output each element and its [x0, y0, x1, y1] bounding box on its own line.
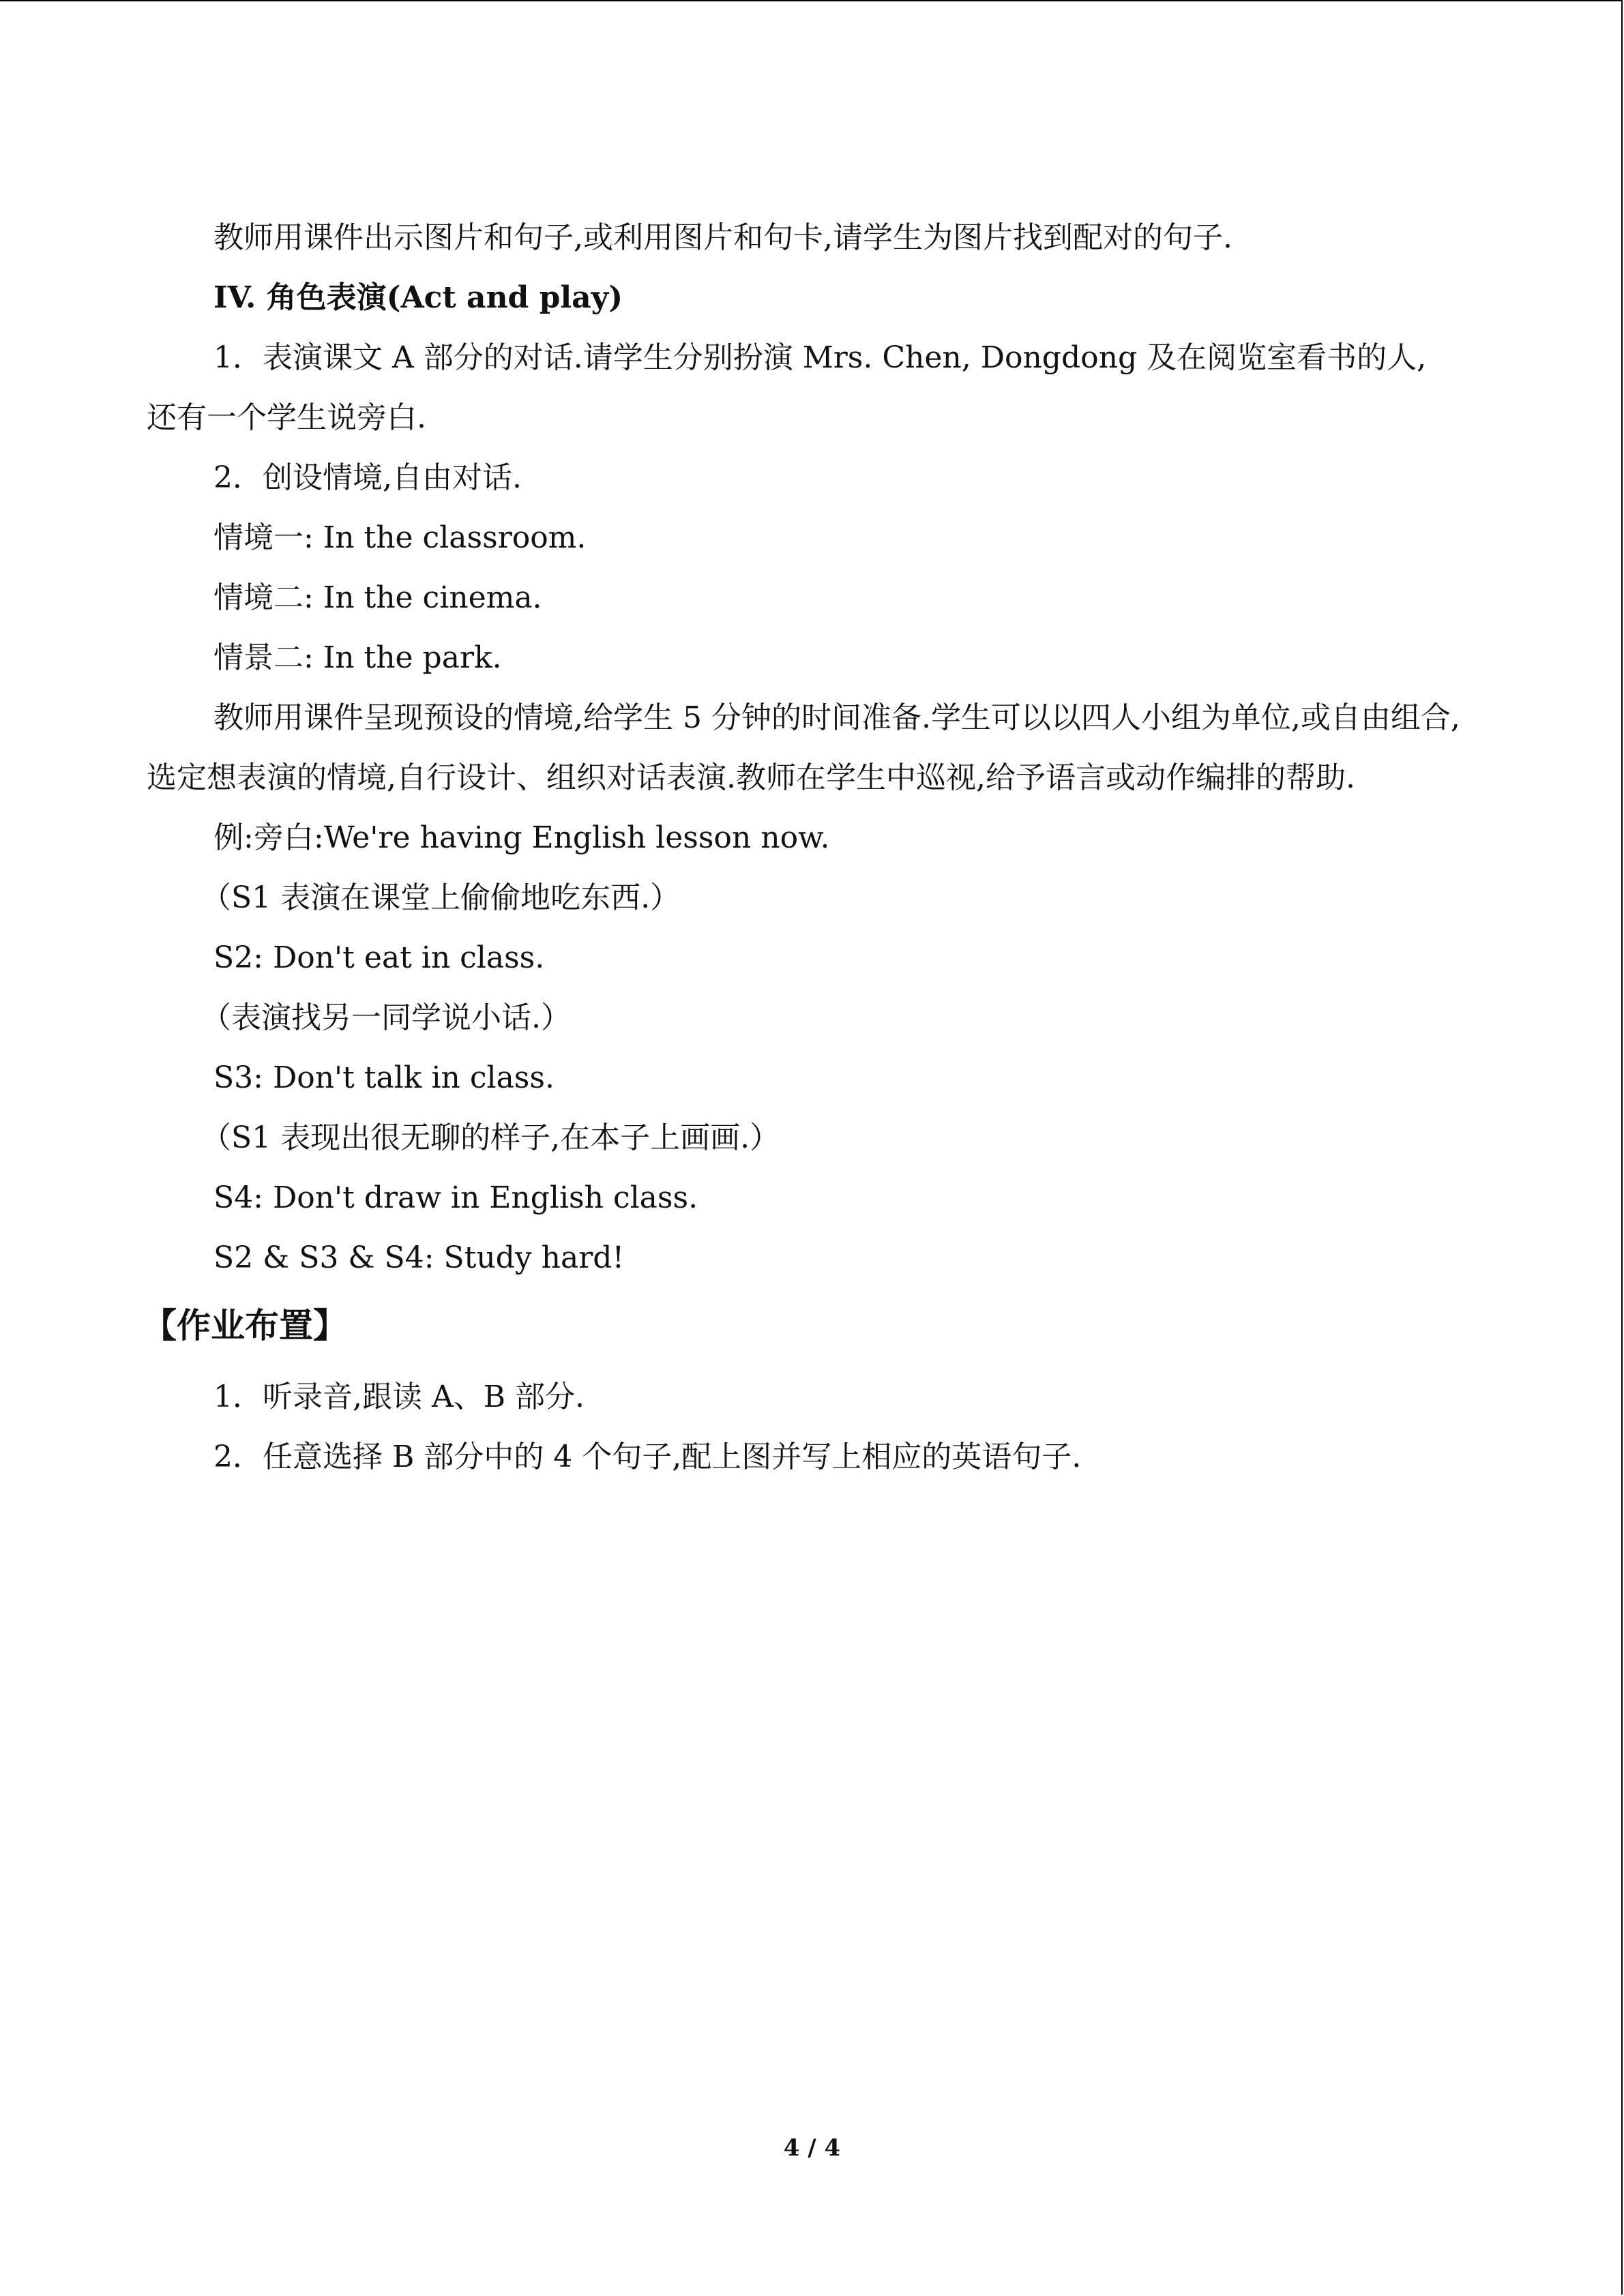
homework-item-1: 1．听录音,跟读 A、B 部分.: [213, 1380, 585, 1414]
paragraph-courseware-intro: 教师用课件出示图片和句子,或利用图片和句卡,请学生为图片找到配对的句子.: [213, 220, 1232, 255]
dialogue-s2: S2: Don't eat in class.: [213, 940, 545, 975]
dialogue-all: S2 & S3 & S4: Study hard!: [213, 1240, 625, 1275]
paragraph-perform-dialogue-cont: 还有一个学生说旁白.: [147, 400, 426, 435]
situation-park: 情景二: In the park.: [213, 640, 502, 675]
dialogue-s4: S4: Don't draw in English class.: [213, 1180, 698, 1215]
document-body: [143, 208, 1483, 1487]
paragraph-perform-dialogue: 1．表演课文 A 部分的对话.请学生分别扮演 Mrs. Chen, Dongdong 及在阅览室看书的人,: [213, 340, 1427, 375]
stage-direction-drawing: （S1 表现出很无聊的样子,在本子上画画.）: [201, 1120, 780, 1155]
homework-item-2: 2．任意选择 B 部分中的 4 个句子,配上图并写上相应的英语句子.: [213, 1440, 1082, 1474]
example-narration: 例:旁白:We're having English lesson now.: [213, 820, 830, 855]
homework-heading: 【作业布置】: [143, 1306, 347, 1345]
section-title-act-and-play: IV. 角色表演(Act and play): [213, 280, 623, 315]
situation-classroom: 情境一: In the classroom.: [213, 520, 587, 555]
dialogue-s3: S3: Don't talk in class.: [213, 1060, 555, 1095]
stage-direction-talking: （表演找另一同学说小话.）: [201, 1000, 571, 1035]
paragraph-create-situation: 2．创设情境,自由对话.: [213, 460, 522, 495]
stage-direction-eating: （S1 表演在课堂上偷偷地吃东西.）: [201, 880, 681, 915]
page-number: 4 / 4: [783, 2134, 841, 2162]
situation-cinema: 情境二: In the cinema．: [213, 580, 563, 615]
paragraph-preparation: 教师用课件呈现预设的情境,给学生 5 分钟的时间准备.学生可以以四人小组为单位,或自由组合,选定想表演的情境,自行设计、组织对话表演.教师在学生中巡视,给予语言或动作编排的帮助.: [147, 700, 1460, 795]
